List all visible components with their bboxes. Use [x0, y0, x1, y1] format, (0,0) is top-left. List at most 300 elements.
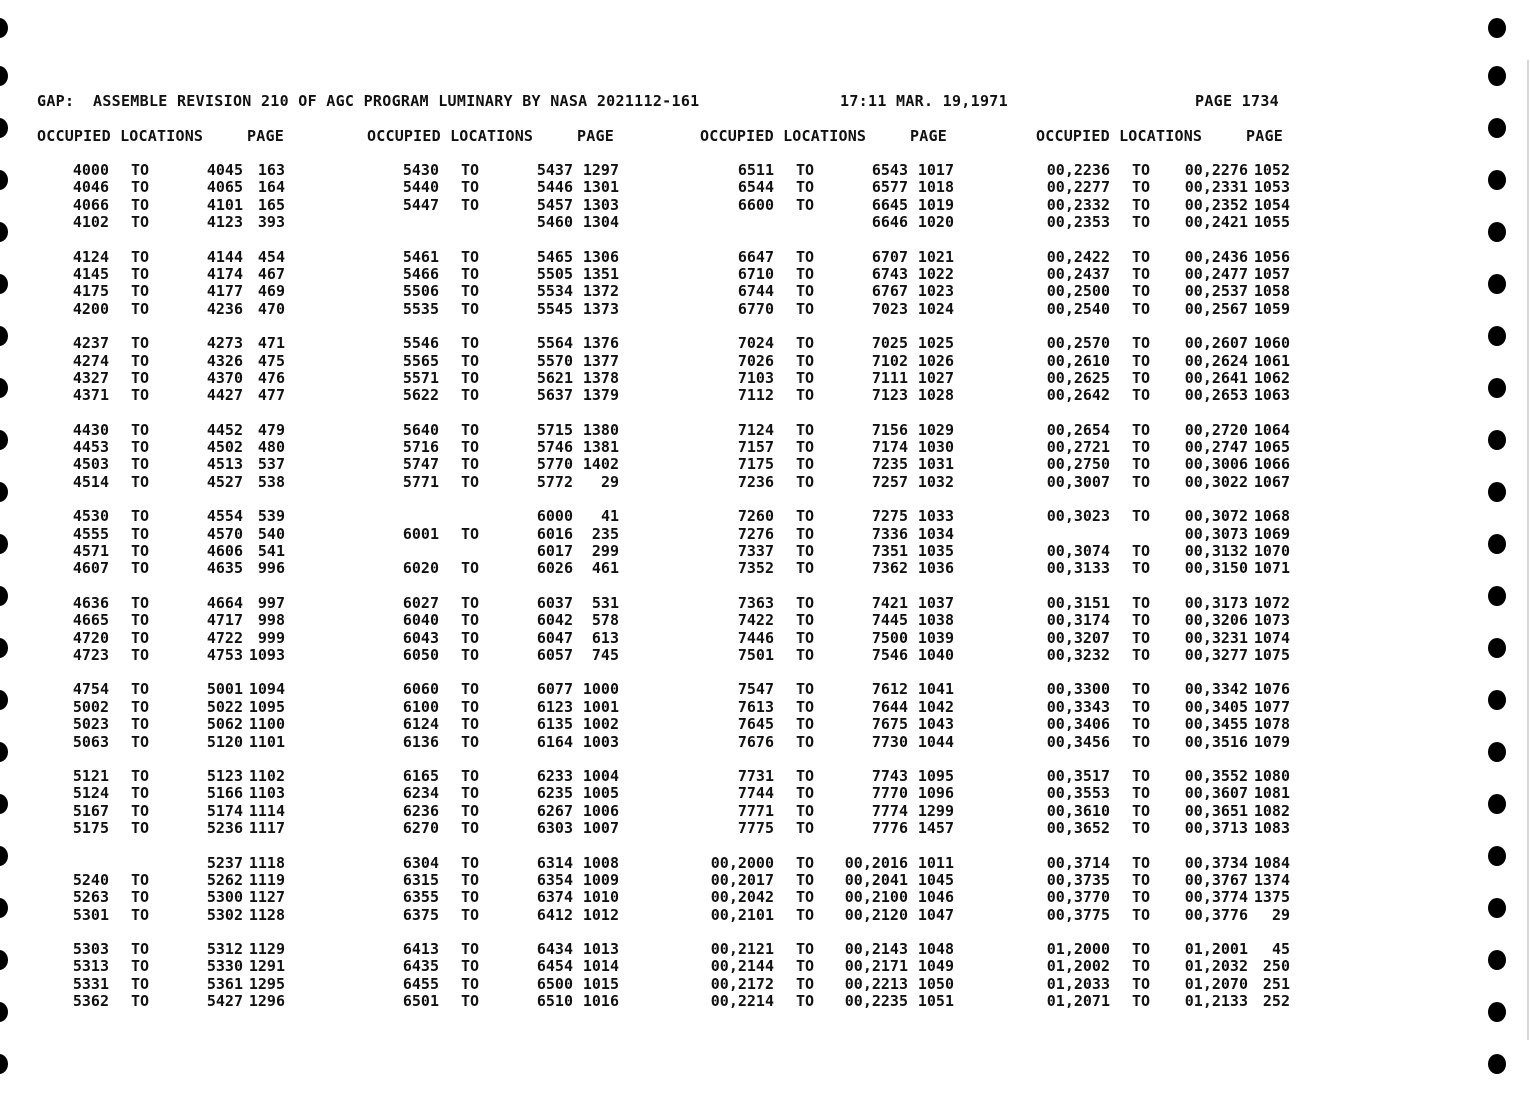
page-number: 467: [257, 264, 285, 283]
table-row: [700, 473, 1040, 490]
table-row: [700, 888, 1040, 905]
end-location: 00,2016: [844, 853, 908, 872]
start-location: 5430: [402, 161, 439, 179]
page-number: 1066: [1253, 455, 1290, 474]
table-row: [367, 957, 707, 974]
table-row: [37, 629, 377, 646]
to-keyword: TO: [131, 178, 150, 197]
page-number: 1047: [917, 905, 954, 924]
start-location: 5716: [402, 438, 439, 457]
table-row: [1036, 334, 1376, 351]
start-location: 6355: [402, 888, 439, 907]
to-keyword: TO: [131, 264, 150, 283]
end-location: 4427: [206, 386, 243, 405]
end-location: 00,2747: [1184, 438, 1248, 457]
page-number: 1006: [582, 801, 619, 820]
table-row: [37, 369, 377, 386]
page-number: 1082: [1253, 801, 1290, 820]
table-row: [37, 698, 377, 715]
page-number: 1127: [248, 888, 285, 907]
table-row: [700, 300, 1040, 317]
to-keyword: TO: [461, 611, 480, 630]
page-number: 469: [257, 282, 285, 301]
end-location: 00,3516: [1184, 732, 1248, 751]
end-location: 00,2720: [1184, 420, 1248, 439]
table-row: [367, 680, 707, 697]
start-location: 5175: [72, 819, 109, 838]
page-number: 1073: [1253, 611, 1290, 630]
start-location: 00,3007: [1046, 472, 1110, 491]
tractor-hole: [1488, 326, 1506, 346]
page-number: 165: [257, 195, 285, 214]
page-number: 1057: [1253, 264, 1290, 283]
page-number: 1008: [582, 853, 619, 872]
to-keyword: TO: [796, 628, 815, 647]
page-number: 1018: [917, 178, 954, 197]
table-row: [367, 438, 707, 455]
end-location: 4101: [206, 195, 243, 214]
end-location: 6707: [871, 247, 908, 266]
end-location: 5446: [536, 178, 573, 197]
to-keyword: TO: [1132, 680, 1151, 699]
start-location: 4430: [72, 420, 109, 439]
table-row: [367, 300, 707, 317]
start-location: 6165: [402, 766, 439, 785]
start-location: 6236: [402, 801, 439, 820]
table-row: [1036, 680, 1376, 697]
tractor-hole: [0, 950, 8, 970]
locations-column: [1036, 127, 1376, 1011]
to-keyword: TO: [1132, 593, 1151, 612]
table-row: [1036, 715, 1376, 732]
to-keyword: TO: [796, 645, 815, 664]
table-row: [37, 733, 377, 750]
end-location: 01,2032: [1184, 957, 1248, 976]
table-row: [367, 802, 707, 819]
start-location: 5565: [402, 351, 439, 370]
page-number: 1377: [582, 351, 619, 370]
start-location: 4175: [72, 282, 109, 301]
to-keyword: TO: [131, 697, 150, 716]
end-location: 6454: [536, 957, 573, 976]
table-row: [367, 473, 707, 490]
table-row: [700, 594, 1040, 611]
start-location: 6040: [402, 611, 439, 630]
to-keyword: TO: [796, 870, 815, 889]
tractor-hole: [0, 586, 8, 606]
to-keyword: TO: [1132, 559, 1151, 578]
to-keyword: TO: [131, 992, 150, 1011]
page-number: 475: [257, 351, 285, 370]
page-number: 1031: [917, 455, 954, 474]
page-number: 250: [1262, 957, 1290, 976]
page-number: 163: [257, 161, 285, 179]
end-location: 4664: [206, 593, 243, 612]
start-location: 7024: [737, 334, 774, 353]
table-row: [700, 819, 1040, 836]
end-location: 7612: [871, 680, 908, 699]
page-number: 1004: [582, 766, 619, 785]
page-number: 1301: [582, 178, 619, 197]
tractor-hole: [0, 118, 8, 138]
table-row: [367, 421, 707, 438]
start-location: 6100: [402, 697, 439, 716]
to-keyword: TO: [1132, 732, 1151, 751]
tractor-hole: [0, 690, 8, 710]
page-number: 1026: [917, 351, 954, 370]
end-location: 4753: [206, 645, 243, 664]
page-number: 1017: [917, 161, 954, 179]
start-location: 5447: [402, 195, 439, 214]
page-number: 1072: [1253, 593, 1290, 612]
table-row: [367, 369, 707, 386]
page-number: 1074: [1253, 628, 1290, 647]
start-location: 00,2042: [710, 888, 774, 907]
start-location: 7731: [737, 766, 774, 785]
start-location: 7157: [737, 438, 774, 457]
start-location: 6136: [402, 732, 439, 751]
page-number: 1059: [1253, 299, 1290, 318]
page-number: 1022: [917, 264, 954, 283]
to-keyword: TO: [796, 368, 815, 387]
page-number: 1081: [1253, 784, 1290, 803]
to-keyword: TO: [796, 161, 815, 179]
to-keyword: TO: [1132, 611, 1151, 630]
table-row: [1036, 975, 1376, 992]
table-row: [1036, 369, 1376, 386]
table-row: [367, 507, 707, 524]
end-location: 00,2276: [1184, 161, 1248, 179]
page-number: 1306: [582, 247, 619, 266]
page-number: 539: [257, 507, 285, 526]
listing-page-number: PAGE 1734: [1195, 92, 1279, 110]
page-number: 538: [257, 472, 285, 491]
to-keyword: TO: [796, 472, 815, 491]
page-number: 1023: [917, 282, 954, 301]
to-keyword: TO: [461, 593, 480, 612]
start-location: 7744: [737, 784, 774, 803]
start-location: 4237: [72, 334, 109, 353]
page-number: 999: [257, 628, 285, 647]
end-location: 00,2331: [1184, 178, 1248, 197]
table-row: [700, 784, 1040, 801]
end-location: 01,2133: [1184, 992, 1248, 1011]
table-row: [367, 213, 707, 230]
start-location: 6511: [737, 161, 774, 179]
page-number: 1040: [917, 645, 954, 664]
start-location: 00,2721: [1046, 438, 1110, 457]
table-row: [700, 525, 1040, 542]
to-keyword: TO: [796, 299, 815, 318]
to-keyword: TO: [796, 195, 815, 214]
end-location: 00,3342: [1184, 680, 1248, 699]
start-location: 5301: [72, 905, 109, 924]
end-location: 6026: [536, 559, 573, 578]
page-number: 235: [591, 524, 619, 543]
table-row: [367, 888, 707, 905]
to-keyword: TO: [1132, 645, 1151, 664]
to-keyword: TO: [131, 593, 150, 612]
end-location: 4513: [206, 455, 243, 474]
page-number: 1071: [1253, 559, 1290, 578]
column-header: [367, 127, 707, 147]
to-keyword: TO: [461, 732, 480, 751]
table-row: [1036, 784, 1376, 801]
table-row: [367, 594, 707, 611]
to-keyword: TO: [796, 334, 815, 353]
to-keyword: TO: [1132, 542, 1151, 561]
start-location: 01,2002: [1046, 957, 1110, 976]
start-location: 4200: [72, 299, 109, 318]
start-location: 5535: [402, 299, 439, 318]
to-keyword: TO: [1132, 455, 1151, 474]
table-row: [700, 802, 1040, 819]
page-number: 1052: [1253, 161, 1290, 179]
tractor-hole: [1488, 1002, 1506, 1022]
rows: [367, 161, 707, 1010]
table-row: [1036, 507, 1376, 524]
page-number: 1027: [917, 368, 954, 387]
start-location: 7363: [737, 593, 774, 612]
table-row: [1036, 940, 1376, 957]
to-keyword: TO: [796, 715, 815, 734]
page-number: 1025: [917, 334, 954, 353]
start-location: 6544: [737, 178, 774, 197]
end-location: 4635: [206, 559, 243, 578]
table-row: [1036, 525, 1376, 542]
end-location: 01,2070: [1184, 974, 1248, 993]
start-location: 00,3714: [1046, 853, 1110, 872]
to-keyword: TO: [461, 472, 480, 491]
start-location: 6435: [402, 957, 439, 976]
end-location: 00,3206: [1184, 611, 1248, 630]
tractor-hole: [1488, 846, 1506, 866]
table-row: [367, 940, 707, 957]
start-location: 6375: [402, 905, 439, 924]
to-keyword: TO: [461, 351, 480, 370]
end-location: 7362: [871, 559, 908, 578]
page-number: 1065: [1253, 438, 1290, 457]
to-keyword: TO: [131, 213, 150, 232]
start-location: 00,3207: [1046, 628, 1110, 647]
table-row: [1036, 542, 1376, 559]
table-row: [1036, 178, 1376, 195]
to-keyword: TO: [131, 438, 150, 457]
page-number: 1374: [1253, 870, 1290, 889]
to-keyword: TO: [461, 974, 480, 993]
start-location: 00,3770: [1046, 888, 1110, 907]
end-location: 6267: [536, 801, 573, 820]
end-location: 00,3774: [1184, 888, 1248, 907]
to-keyword: TO: [461, 368, 480, 387]
page-number: 1016: [582, 992, 619, 1011]
page-number: 540: [257, 524, 285, 543]
page-number: 1020: [917, 213, 954, 232]
end-location: 4370: [206, 368, 243, 387]
to-keyword: TO: [461, 628, 480, 647]
table-row: [700, 248, 1040, 265]
to-keyword: TO: [796, 819, 815, 838]
to-keyword: TO: [796, 559, 815, 578]
table-row: [37, 213, 377, 230]
page-number: 1045: [917, 870, 954, 889]
end-location: 5312: [206, 940, 243, 959]
end-location: 5427: [206, 992, 243, 1011]
table-row: [700, 559, 1040, 576]
to-keyword: TO: [131, 784, 150, 803]
end-location: 00,2100: [844, 888, 908, 907]
to-keyword: TO: [1132, 472, 1151, 491]
page-number: 1049: [917, 957, 954, 976]
end-location: 00,2041: [844, 870, 908, 889]
table-row: [367, 178, 707, 195]
page-number: 1035: [917, 542, 954, 561]
table-row: [700, 421, 1040, 438]
end-location: 4570: [206, 524, 243, 543]
to-keyword: TO: [1132, 282, 1151, 301]
page-number: 1005: [582, 784, 619, 803]
to-keyword: TO: [796, 542, 815, 561]
start-location: 5461: [402, 247, 439, 266]
page-number: 1053: [1253, 178, 1290, 197]
column-header: [1036, 127, 1376, 147]
to-keyword: TO: [1132, 853, 1151, 872]
end-location: 6314: [536, 853, 573, 872]
table-row: [1036, 196, 1376, 213]
end-location: 00,3006: [1184, 455, 1248, 474]
start-location: 4720: [72, 628, 109, 647]
page-number: 1093: [248, 645, 285, 664]
end-location: 5460: [536, 213, 573, 232]
end-location: 4177: [206, 282, 243, 301]
page-number: 1042: [917, 697, 954, 716]
table-row: [37, 352, 377, 369]
start-location: 5506: [402, 282, 439, 301]
page-number: 1046: [917, 888, 954, 907]
to-keyword: TO: [796, 801, 815, 820]
to-keyword: TO: [1132, 888, 1151, 907]
table-row: [37, 611, 377, 628]
page-number: 1084: [1253, 853, 1290, 872]
to-keyword: TO: [1132, 715, 1151, 734]
page-number: 1013: [582, 940, 619, 959]
page-number: 251: [1262, 974, 1290, 993]
start-location: 4723: [72, 645, 109, 664]
page-number: 997: [257, 593, 285, 612]
end-location: 00,2477: [1184, 264, 1248, 283]
table-row: [367, 906, 707, 923]
end-location: 00,3713: [1184, 819, 1248, 838]
table-row: [37, 507, 377, 524]
start-location: 00,3074: [1046, 542, 1110, 561]
page-number: 1015: [582, 974, 619, 993]
start-location: 4066: [72, 195, 109, 214]
end-location: 5545: [536, 299, 573, 318]
page-number: 1103: [248, 784, 285, 803]
start-location: 00,3023: [1046, 507, 1110, 526]
to-keyword: TO: [1132, 264, 1151, 283]
table-row: [37, 802, 377, 819]
start-location: 7236: [737, 472, 774, 491]
table-row: [367, 698, 707, 715]
start-location: 6600: [737, 195, 774, 214]
end-location: 00,2624: [1184, 351, 1248, 370]
page-number: 1050: [917, 974, 954, 993]
table-row: [1036, 611, 1376, 628]
page-number: 1078: [1253, 715, 1290, 734]
to-keyword: TO: [461, 559, 480, 578]
start-location: 5063: [72, 732, 109, 751]
table-row: [1036, 161, 1376, 178]
page-number: 1028: [917, 386, 954, 405]
start-location: 00,2570: [1046, 334, 1110, 353]
end-location: 00,3405: [1184, 697, 1248, 716]
table-row: [37, 646, 377, 663]
end-location: 4273: [206, 334, 243, 353]
end-location: 7257: [871, 472, 908, 491]
end-location: 4065: [206, 178, 243, 197]
end-location: 6500: [536, 974, 573, 993]
page-number: 1056: [1253, 247, 1290, 266]
table-row: [367, 455, 707, 472]
table-row: [700, 611, 1040, 628]
table-row: [37, 871, 377, 888]
tractor-hole: [1488, 430, 1506, 450]
to-keyword: TO: [1132, 784, 1151, 803]
locations-column: [367, 127, 707, 1011]
table-row: [37, 161, 377, 178]
tractor-hole: [1488, 274, 1506, 294]
start-location: 00,2540: [1046, 299, 1110, 318]
page-number: 454: [257, 247, 285, 266]
start-location: 00,2422: [1046, 247, 1110, 266]
to-keyword: TO: [796, 282, 815, 301]
tractor-hole: [0, 742, 8, 762]
to-keyword: TO: [796, 438, 815, 457]
table-row: [37, 455, 377, 472]
table-row: [367, 629, 707, 646]
page-number: 29: [1271, 905, 1290, 924]
end-location: 6135: [536, 715, 573, 734]
to-keyword: TO: [461, 264, 480, 283]
page-number: 1380: [582, 420, 619, 439]
to-keyword: TO: [1132, 819, 1151, 838]
start-location: 7175: [737, 455, 774, 474]
page-number: 1067: [1253, 472, 1290, 491]
end-location: 6374: [536, 888, 573, 907]
to-keyword: TO: [1132, 697, 1151, 716]
page-number: 1012: [582, 905, 619, 924]
end-location: 4326: [206, 351, 243, 370]
start-location: 4000: [72, 161, 109, 179]
end-location: 00,2653: [1184, 386, 1248, 405]
page-number: 1009: [582, 870, 619, 889]
to-keyword: TO: [131, 420, 150, 439]
to-keyword: TO: [461, 992, 480, 1011]
start-location: 7645: [737, 715, 774, 734]
to-keyword: TO: [796, 697, 815, 716]
table-row: [367, 767, 707, 784]
start-location: 6234: [402, 784, 439, 803]
end-location: 7123: [871, 386, 908, 405]
table-row: [367, 282, 707, 299]
start-location: 4636: [72, 593, 109, 612]
page-number: 1038: [917, 611, 954, 630]
table-row: [1036, 646, 1376, 663]
start-location: 00,3406: [1046, 715, 1110, 734]
end-location: 7351: [871, 542, 908, 561]
start-location: 7112: [737, 386, 774, 405]
